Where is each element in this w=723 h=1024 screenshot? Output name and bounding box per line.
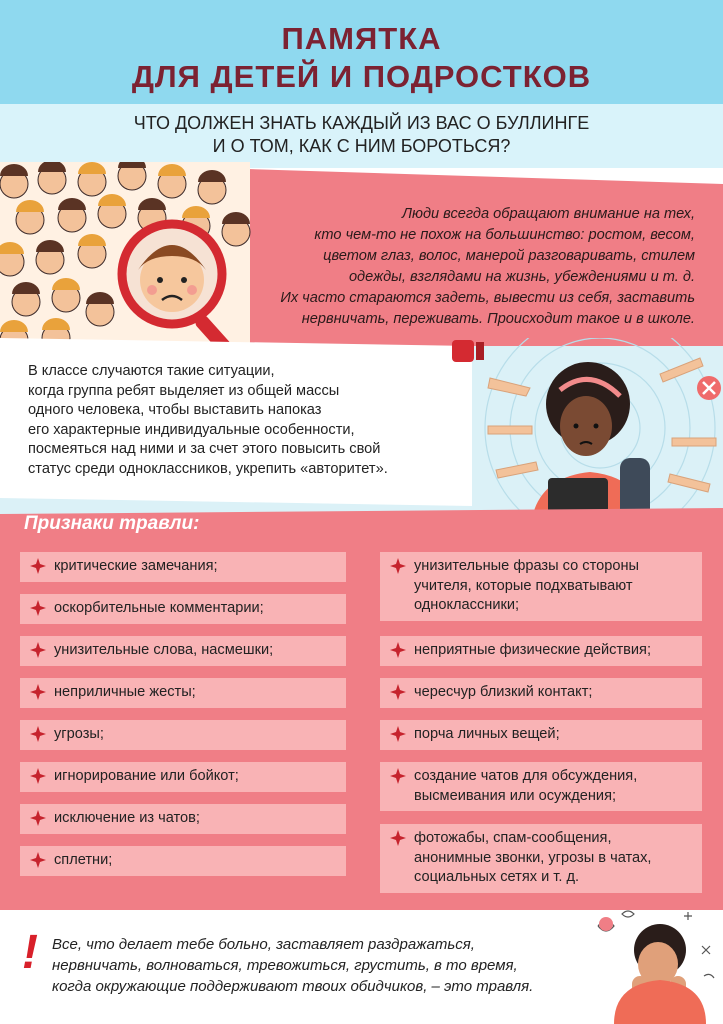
- intro-line: Их часто стараются задеть, вывести из себя, заставить: [280, 290, 695, 306]
- intro-line: Люди всегда обращают внимание на тех,: [401, 206, 695, 222]
- intro-section: [0, 162, 723, 358]
- sign-text: критические замечания;: [54, 558, 218, 574]
- intro-line: кто чем-то не похож на большинство: ростом, весом,: [314, 227, 695, 243]
- sparkle-bullet-icon: [390, 830, 406, 846]
- sign-text: неприличные жесты;: [54, 684, 196, 700]
- sign-text: оскорбительные комментарии;: [54, 600, 264, 616]
- sign-text: порча личных вещей;: [414, 726, 560, 742]
- stressed-boy-illustration: [592, 906, 723, 1024]
- sparkle-bullet-icon: [30, 684, 46, 700]
- title-line-1: ПАМЯТКА: [281, 21, 442, 56]
- sign-item: [20, 804, 346, 834]
- sparkle-bullet-icon: [30, 558, 46, 574]
- sign-item: [20, 594, 346, 624]
- situation-line: статус среди одноклассников, укрепить «авторитет».: [28, 460, 388, 477]
- footer-text: [52, 934, 592, 997]
- sparkle-bullet-icon: [30, 852, 46, 868]
- sign-item: [20, 678, 346, 708]
- thumbs-down-icon: [452, 340, 484, 362]
- exclamation-icon: !: [22, 926, 38, 979]
- subtitle-line-1: ЧТО ДОЛЖЕН ЗНАТЬ КАЖДЫЙ ИЗ ВАС О БУЛЛИНГЕ: [133, 113, 590, 133]
- sign-text: неприятные физические действия;: [414, 642, 652, 658]
- sign-item: [380, 678, 702, 708]
- intro-line: нервничать, переживать. Происходит такое и в школе.: [301, 311, 695, 327]
- sign-text: создание чатов для обсуждения,: [414, 768, 638, 784]
- title-line-2: ДЛЯ ДЕТЕЙ И ПОДРОСТКОВ: [131, 59, 592, 94]
- sign-text: чересчур близкий контакт;: [414, 684, 593, 700]
- situation-line: посмеяться над ними и за счет этого повысить свой: [28, 441, 381, 458]
- sign-item: [20, 636, 346, 666]
- intro-text: [225, 204, 695, 330]
- sign-item: [380, 552, 702, 621]
- situation-line: В классе случаются такие ситуации,: [28, 363, 275, 379]
- page-title: [0, 20, 723, 96]
- sign-text: высмеивания или осуждения;: [414, 787, 617, 804]
- sign-text: угрозы;: [54, 726, 104, 742]
- sign-text: анонимные звонки, угрозы в чатах,: [414, 849, 652, 866]
- sparkle-bullet-icon: [390, 726, 406, 742]
- situation-line: его характерные индивидуальные особенности,: [28, 421, 355, 438]
- sparkle-bullet-icon: [30, 642, 46, 658]
- sign-text: унизительные фразы со стороны: [414, 558, 639, 574]
- page-subtitle: [0, 112, 723, 158]
- sign-item: [380, 636, 702, 666]
- situation-text: [28, 362, 458, 480]
- footer-line: Все, что делает тебе больно, заставляет раздражаться,: [52, 936, 475, 953]
- sparkle-bullet-icon: [390, 684, 406, 700]
- sparkle-bullet-icon: [30, 768, 46, 784]
- sign-text: одноклассники;: [414, 597, 520, 614]
- sign-item: [380, 720, 702, 750]
- footer-line: нервничать, волноваться, тревожиться, грустить, в то время,: [52, 957, 518, 974]
- sign-item: [20, 846, 346, 876]
- intro-line: одежды, взглядами на жизнь, убеждениями и т. д.: [348, 269, 695, 285]
- sign-text: унизительные слова, насмешки;: [54, 642, 274, 658]
- sign-item: [20, 720, 346, 750]
- sign-text: социальных сетях и т. д.: [414, 869, 580, 886]
- sparkle-bullet-icon: [390, 642, 406, 658]
- situation-line: одного человека, чтобы выставить напоказ: [28, 402, 322, 419]
- sparkle-bullet-icon: [30, 810, 46, 826]
- sign-item: [20, 552, 346, 582]
- intro-line: цветом глаз, волос, манерой разговаривать, стилем: [323, 248, 695, 264]
- sign-text: фотожабы, спам-сообщения,: [414, 830, 612, 846]
- situation-line: когда группа ребят выделяет из общей массы: [28, 382, 340, 399]
- sign-text: учителя, которые подхватывают: [414, 577, 633, 594]
- sign-item: [20, 762, 346, 792]
- signs-heading: Признаки травли:: [24, 513, 200, 534]
- sparkle-bullet-icon: [30, 600, 46, 616]
- sign-item: [380, 762, 702, 811]
- sign-text: игнорирование или бойкот;: [54, 768, 239, 784]
- sign-text: исключение из чатов;: [54, 810, 200, 826]
- sparkle-bullet-icon: [30, 726, 46, 742]
- sparkle-bullet-icon: [390, 558, 406, 574]
- sparkle-bullet-icon: [390, 768, 406, 784]
- close-icon: [697, 376, 721, 400]
- sign-item: [380, 824, 702, 893]
- sign-text: сплетни;: [54, 852, 113, 868]
- subtitle-line-2: И О ТОМ, КАК С НИМ БОРОТЬСЯ?: [212, 136, 511, 156]
- footer-line: когда окружающие поддерживают твоих обидчиков, – это травля.: [52, 978, 534, 995]
